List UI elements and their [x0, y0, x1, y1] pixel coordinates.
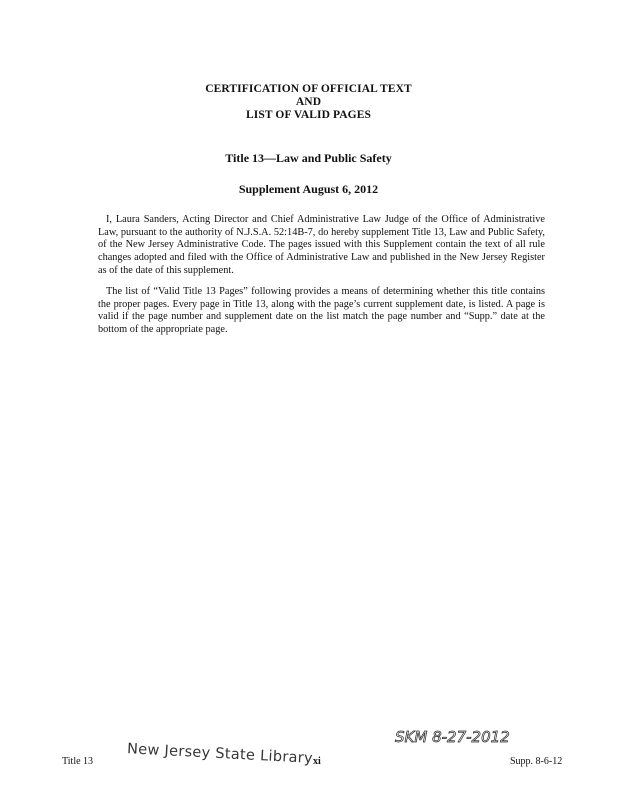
handwritten-initials-date	[395, 722, 555, 750]
title-subject: Title 13—Law and Public Safety	[225, 151, 392, 165]
library-stamp: New Jersey State Library	[126, 741, 314, 767]
certification-paragraph: I, Laura Sanders, Acting Director and Chief Administrative Law Judge of the Office of Administrative Law, pursuant to the authority of N.J.S.A. 52:14B-7, do hereby supplement Title 13, Law and Public Safety, of the New Jersey Administrative Code. The pages issued with this Supplement contain the text of all rule changes adopted and filed with the Office of Administrative Law and published in the New Jersey Register as of the date of this supplement.	[98, 214, 545, 276]
page-number: xi	[313, 756, 321, 767]
heading-line-1: CERTIFICATION OF OFFICIAL TEXT	[205, 83, 412, 95]
footer-title: Title 13	[62, 756, 94, 767]
footer-supplement: Supp. 8-6-12	[510, 756, 563, 767]
heading-line-3: LIST OF VALID PAGES	[246, 109, 371, 121]
heading-line-2: AND	[295, 96, 322, 108]
supplement-date: Supplement August 6, 2012	[238, 182, 379, 196]
handwritten-note-text: SKM 8-27-2012	[395, 728, 510, 746]
valid-pages-paragraph: The list of “Valid Title 13 Pages” following provides a means of determining whether this title contains the proper pages. Every page in Title 13, along with the page’s current supplement date, is listed. A page is valid if the page number and supplement date on the list match the page number and “Supp.” date at the bottom of the appropriate page.	[98, 286, 545, 336]
